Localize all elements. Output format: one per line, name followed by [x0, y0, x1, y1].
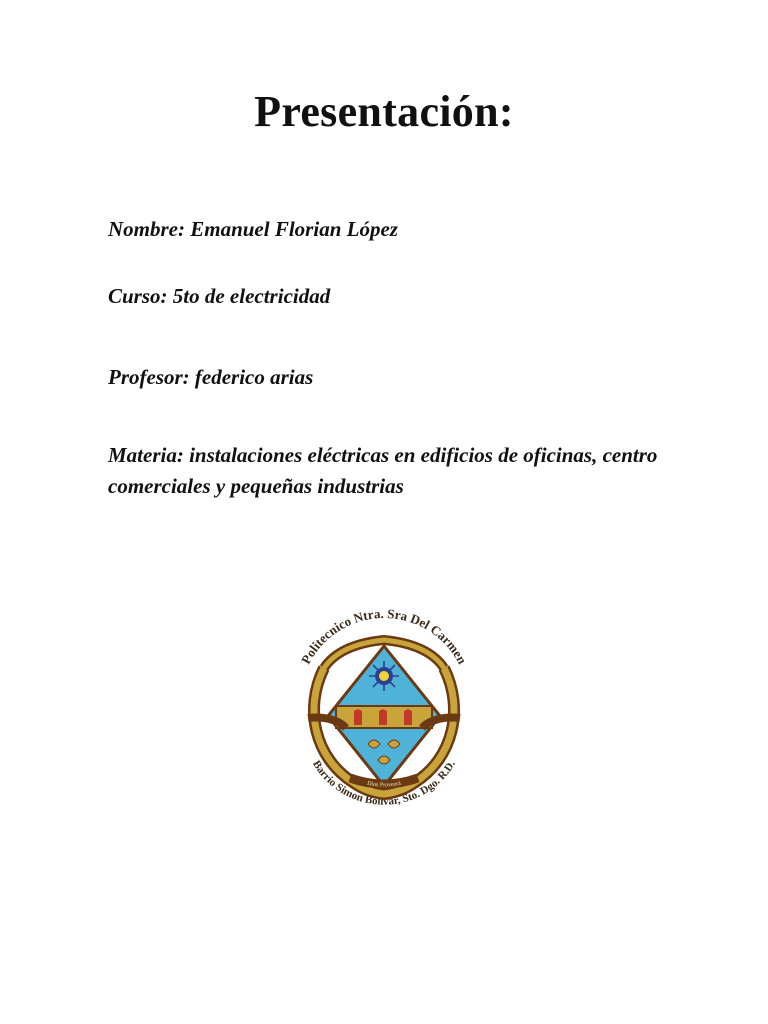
course: Curso: 5to de electricidad — [108, 284, 331, 308]
seal-bottom-text: Barrio Simon Bolivar, Sto. Dgo. R.D. — [310, 758, 458, 808]
sun-icon — [369, 661, 399, 691]
subject: Materia: instalaciones eléctricas en edificios de oficinas, centro comerciales y pequeñas industrias — [108, 443, 658, 498]
page-title: Presentación: — [254, 87, 514, 136]
school-seal-logo — [284, 598, 484, 830]
teacher: Profesor: federico arias — [108, 365, 314, 389]
seal-top-text: Politecnico Ntra. Sra Del Carmen — [297, 605, 471, 667]
student-name: Nombre: Emanuel Florian López — [108, 217, 398, 241]
seal-motto: Dios Proveerá — [366, 780, 402, 789]
